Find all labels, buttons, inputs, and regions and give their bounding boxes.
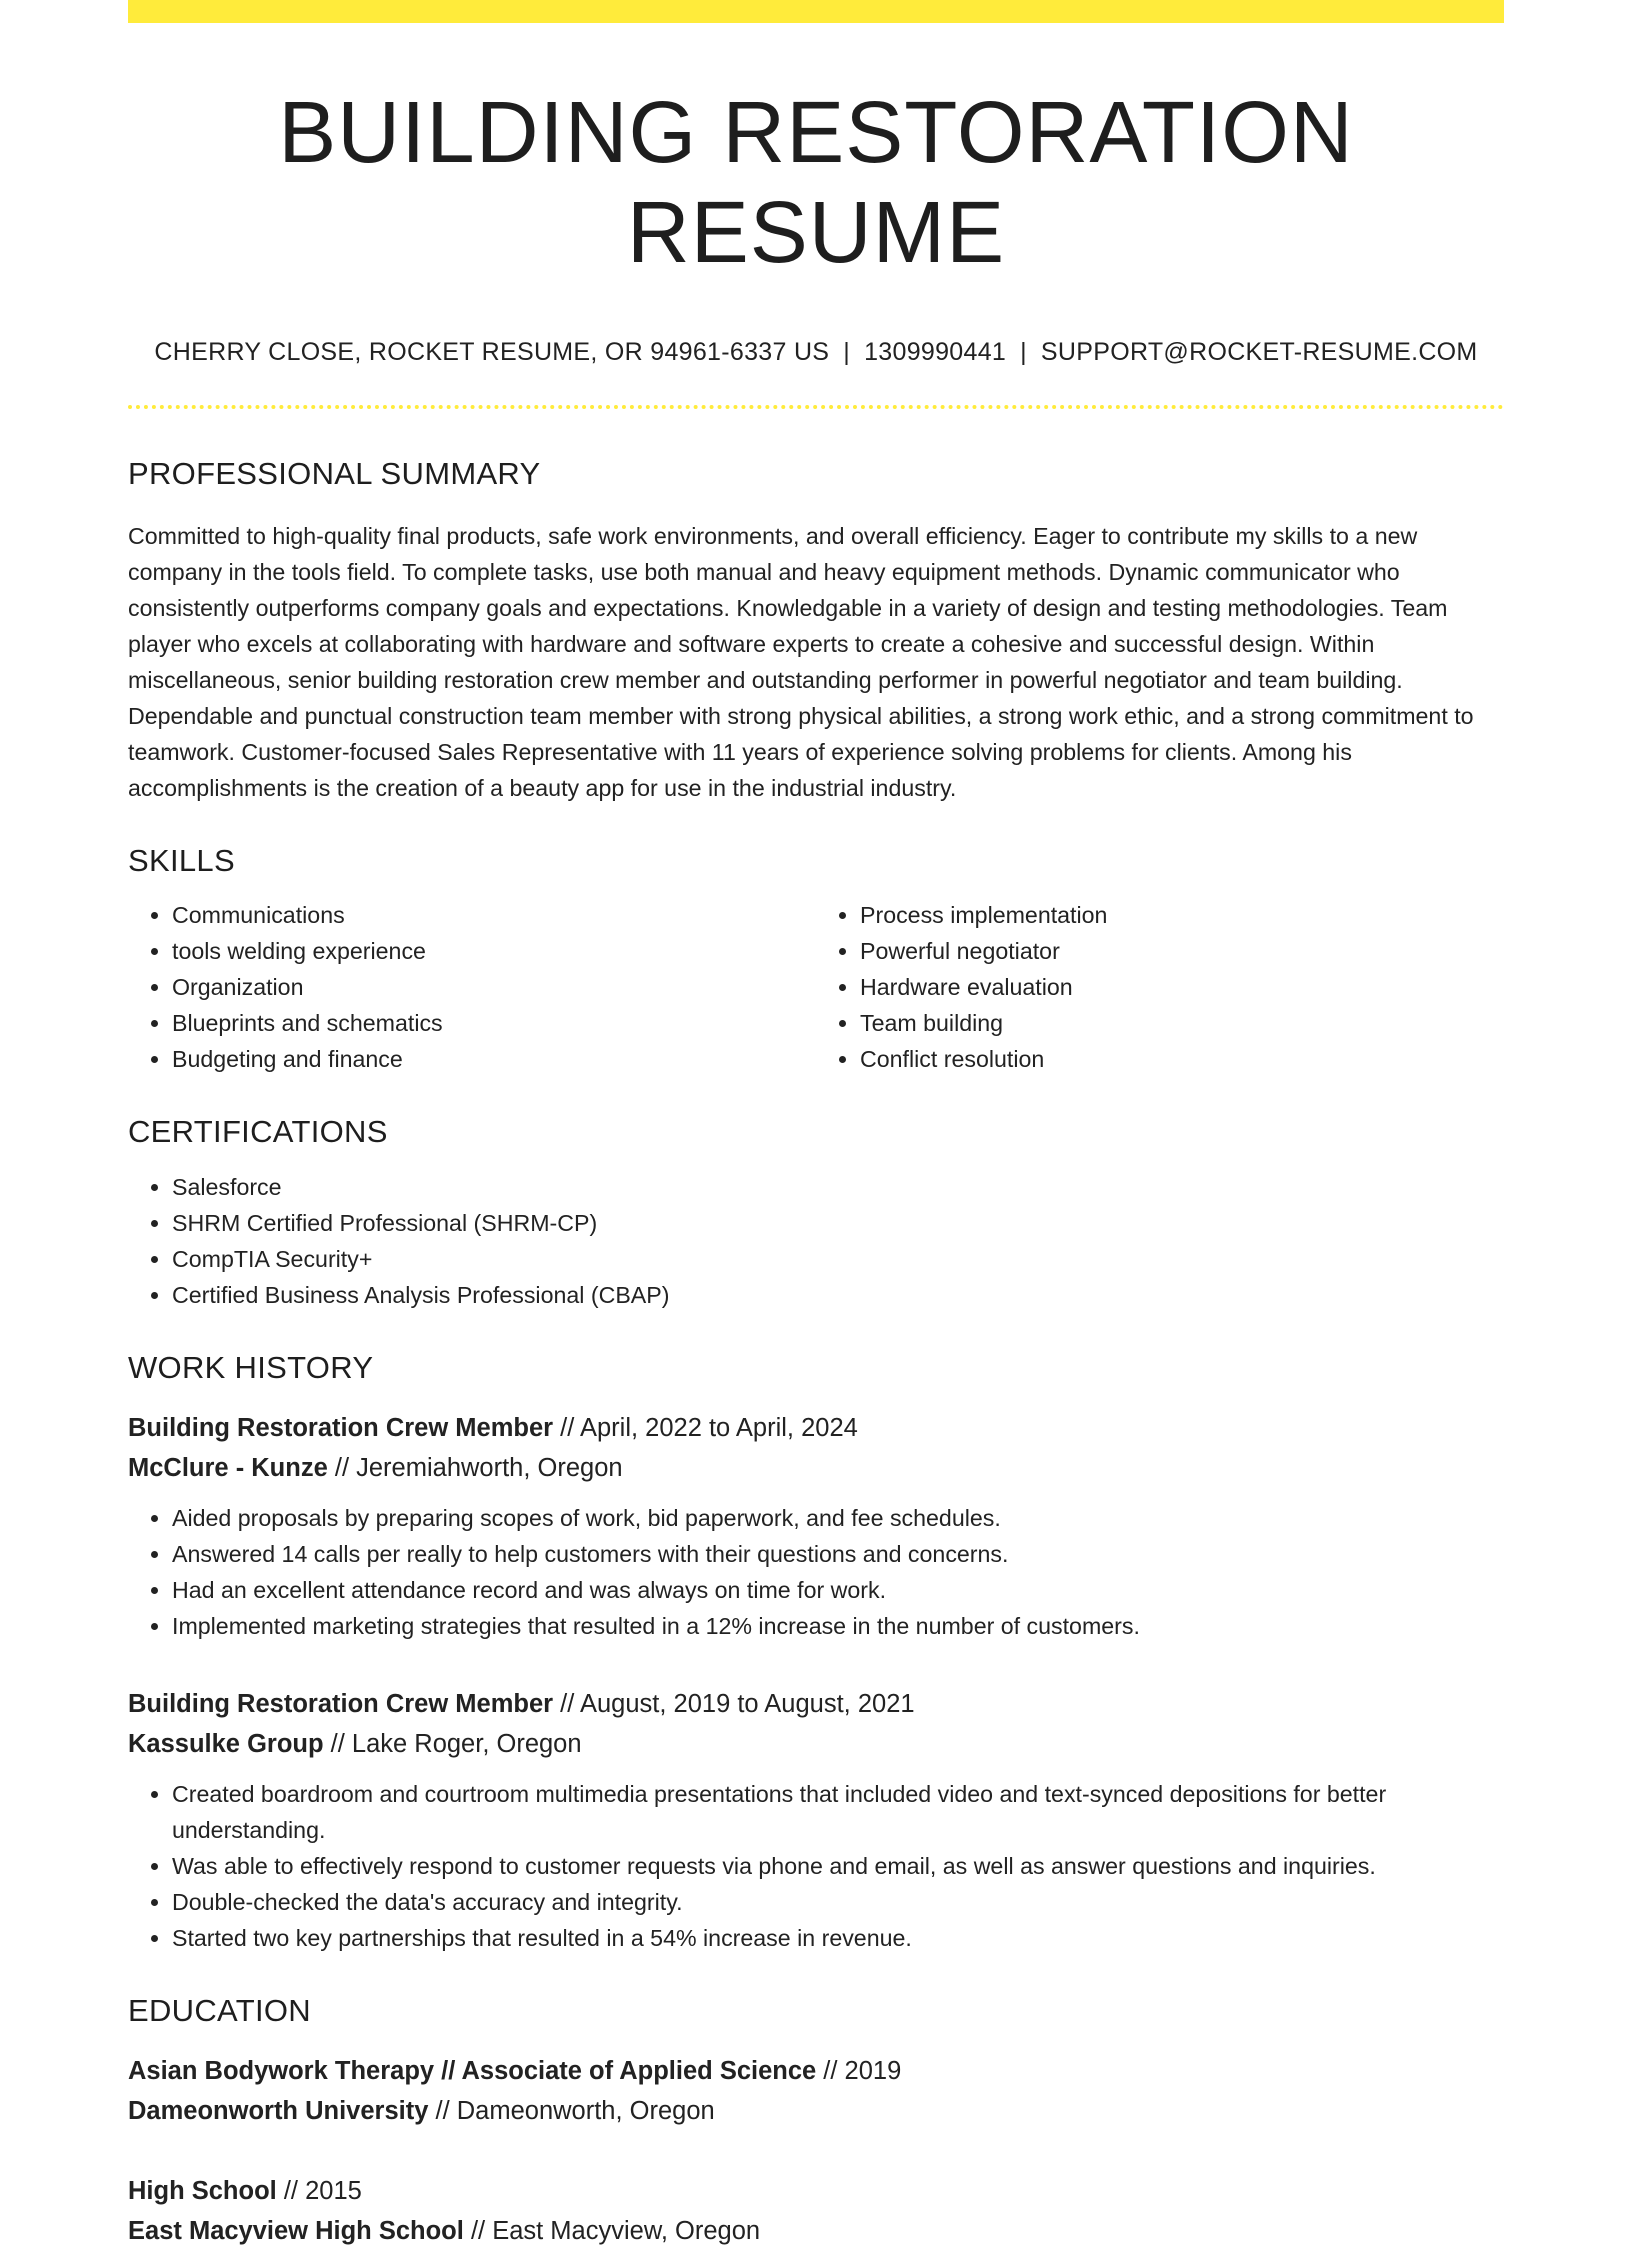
job-bullet: • Implemented marketing strategies that resulted in a 12% increase in the number of customers. bbox=[172, 1608, 1504, 1644]
job-location: // Lake Roger, Oregon bbox=[323, 1729, 582, 1758]
job-bullets bbox=[128, 1776, 1504, 1956]
job-bullet: • Double-checked the data's accuracy and integrity. bbox=[172, 1884, 1504, 1920]
skill-item: • Conflict resolution bbox=[860, 1041, 1504, 1077]
job-bullet: • Had an excellent attendance record and was always on time for work. bbox=[172, 1572, 1504, 1608]
job-title: Building Restoration Crew Member bbox=[128, 1413, 554, 1442]
certification-item: • SHRM Certified Professional (SHRM-CP) bbox=[172, 1205, 1504, 1241]
skills-heading: SKILLS bbox=[128, 843, 235, 879]
job-company: Kassulke Group bbox=[128, 1729, 324, 1758]
job-company-line bbox=[128, 1724, 1504, 1764]
contact-phone: 1309990441 bbox=[864, 338, 1007, 367]
skill-item: • Team building bbox=[860, 1005, 1504, 1041]
resume-title: BUILDING RESTORATION RESUME bbox=[278, 84, 1354, 282]
job-bullet: • Created boardroom and courtroom multimedia presentations that included video and text-synced depositions for better understanding. bbox=[172, 1776, 1504, 1848]
header-divider bbox=[128, 405, 1504, 409]
work-history-heading: WORK HISTORY bbox=[128, 1349, 374, 1385]
skill-item: • Budgeting and finance bbox=[172, 1041, 816, 1077]
certifications-heading: CERTIFICATIONS bbox=[128, 1114, 388, 1150]
education-year: // 2019 bbox=[816, 2057, 902, 2086]
job-location: // Jeremiahworth, Oregon bbox=[327, 1453, 623, 1482]
job-company: McClure - Kunze bbox=[128, 1453, 328, 1482]
top-accent-bar bbox=[128, 0, 1504, 23]
skill-item: • Organization bbox=[172, 969, 816, 1005]
education-school: East Macyview High School bbox=[128, 2217, 464, 2246]
contact-email: SUPPORT@ROCKET-RESUME.COM bbox=[1040, 338, 1478, 367]
contact-separator: | bbox=[843, 338, 851, 367]
education-section bbox=[128, 1992, 1504, 2251]
skill-item: • Communications bbox=[172, 897, 816, 933]
education-school-line bbox=[128, 2211, 1504, 2251]
education-heading: EDUCATION bbox=[128, 1992, 311, 2028]
education-degree: High School bbox=[128, 2177, 277, 2206]
education-entry bbox=[128, 2051, 1504, 2131]
job-title: Building Restoration Crew Member bbox=[128, 1689, 554, 1718]
contact-address: CHERRY CLOSE, ROCKET RESUME, OR 94961-6337 US bbox=[154, 338, 830, 367]
education-degree-line bbox=[128, 2171, 1504, 2211]
education-school: Dameonworth University bbox=[128, 2097, 429, 2126]
contact-separator: | bbox=[1020, 338, 1027, 367]
skills-section bbox=[128, 842, 1504, 1077]
skill-item: • tools welding experience bbox=[172, 933, 816, 969]
skills-grid bbox=[128, 879, 1504, 1077]
education-year: // 2015 bbox=[276, 2177, 362, 2206]
education-degree: Asian Bodywork Therapy // Associate of Applied Science bbox=[128, 2057, 817, 2086]
job-dates: // April, 2022 to April, 2024 bbox=[553, 1413, 858, 1442]
education-entry bbox=[128, 2171, 1504, 2251]
summary-section bbox=[128, 455, 1504, 806]
certifications-list bbox=[128, 1169, 1504, 1313]
education-location: // East Macyview, Oregon bbox=[463, 2217, 761, 2246]
work-history-section bbox=[128, 1349, 1504, 1956]
job-title-line bbox=[128, 1684, 1504, 1724]
job-dates: // August, 2019 to August, 2021 bbox=[553, 1689, 915, 1718]
contact-line bbox=[128, 337, 1504, 367]
skill-item: • Powerful negotiator bbox=[860, 933, 1504, 969]
certification-item: • Salesforce bbox=[172, 1169, 1504, 1205]
job-entry bbox=[128, 1408, 1504, 1644]
job-bullet: • Was able to effectively respond to customer requests via phone and email, as well as answer questions and inquiries. bbox=[172, 1848, 1504, 1884]
skill-item: • Hardware evaluation bbox=[860, 969, 1504, 1005]
job-company-line bbox=[128, 1448, 1504, 1488]
job-bullet: • Started two key partnerships that resulted in a 54% increase in revenue. bbox=[172, 1920, 1504, 1956]
skill-item: • Process implementation bbox=[860, 897, 1504, 933]
job-entry bbox=[128, 1684, 1504, 1956]
job-bullet: • Answered 14 calls per really to help customers with their questions and concerns. bbox=[172, 1536, 1504, 1572]
certification-item: • Certified Business Analysis Professional (CBAP) bbox=[172, 1277, 1504, 1313]
skill-item: • Blueprints and schematics bbox=[172, 1005, 816, 1041]
job-bullet: • Aided proposals by preparing scopes of work, bid paperwork, and fee schedules. bbox=[172, 1500, 1504, 1536]
job-title-line bbox=[128, 1408, 1504, 1448]
summary-heading: PROFESSIONAL SUMMARY bbox=[128, 456, 541, 492]
summary-text: Committed to high-quality final products, safe work environments, and overall efficiency. Eager to contribute my skills to a new company in the tools field. To complete tasks, use both manual and heavy equipment methods. Dynamic communicator who consistently outperforms company goals and expectations. Knowledgable in a variety of design and testing methodologies. Team player who excels at collaborating with hardware and software experts to create a cohesive and successful design. Within miscellaneous, senior building restoration crew member and outstanding performer in powerful negotiator and team building. Dependable and punctual construction team member with strong physical abilities, a strong work ethic, and a strong commitment to teamwork. Customer-focused Sales Representative with 11 years of experience solving problems for clients. Among his accomplishments is the creation of a beauty app for use in the industrial industry. bbox=[128, 523, 1474, 802]
skills-list-right bbox=[816, 897, 1504, 1077]
resume-page bbox=[128, 0, 1504, 2251]
education-school-line bbox=[128, 2091, 1504, 2131]
job-bullets bbox=[128, 1500, 1504, 1644]
education-degree-line bbox=[128, 2051, 1504, 2091]
education-location: // Dameonworth, Oregon bbox=[428, 2097, 715, 2126]
certifications-section bbox=[128, 1113, 1504, 1312]
certification-item: • CompTIA Security+ bbox=[172, 1241, 1504, 1277]
skills-list-left bbox=[128, 897, 816, 1077]
